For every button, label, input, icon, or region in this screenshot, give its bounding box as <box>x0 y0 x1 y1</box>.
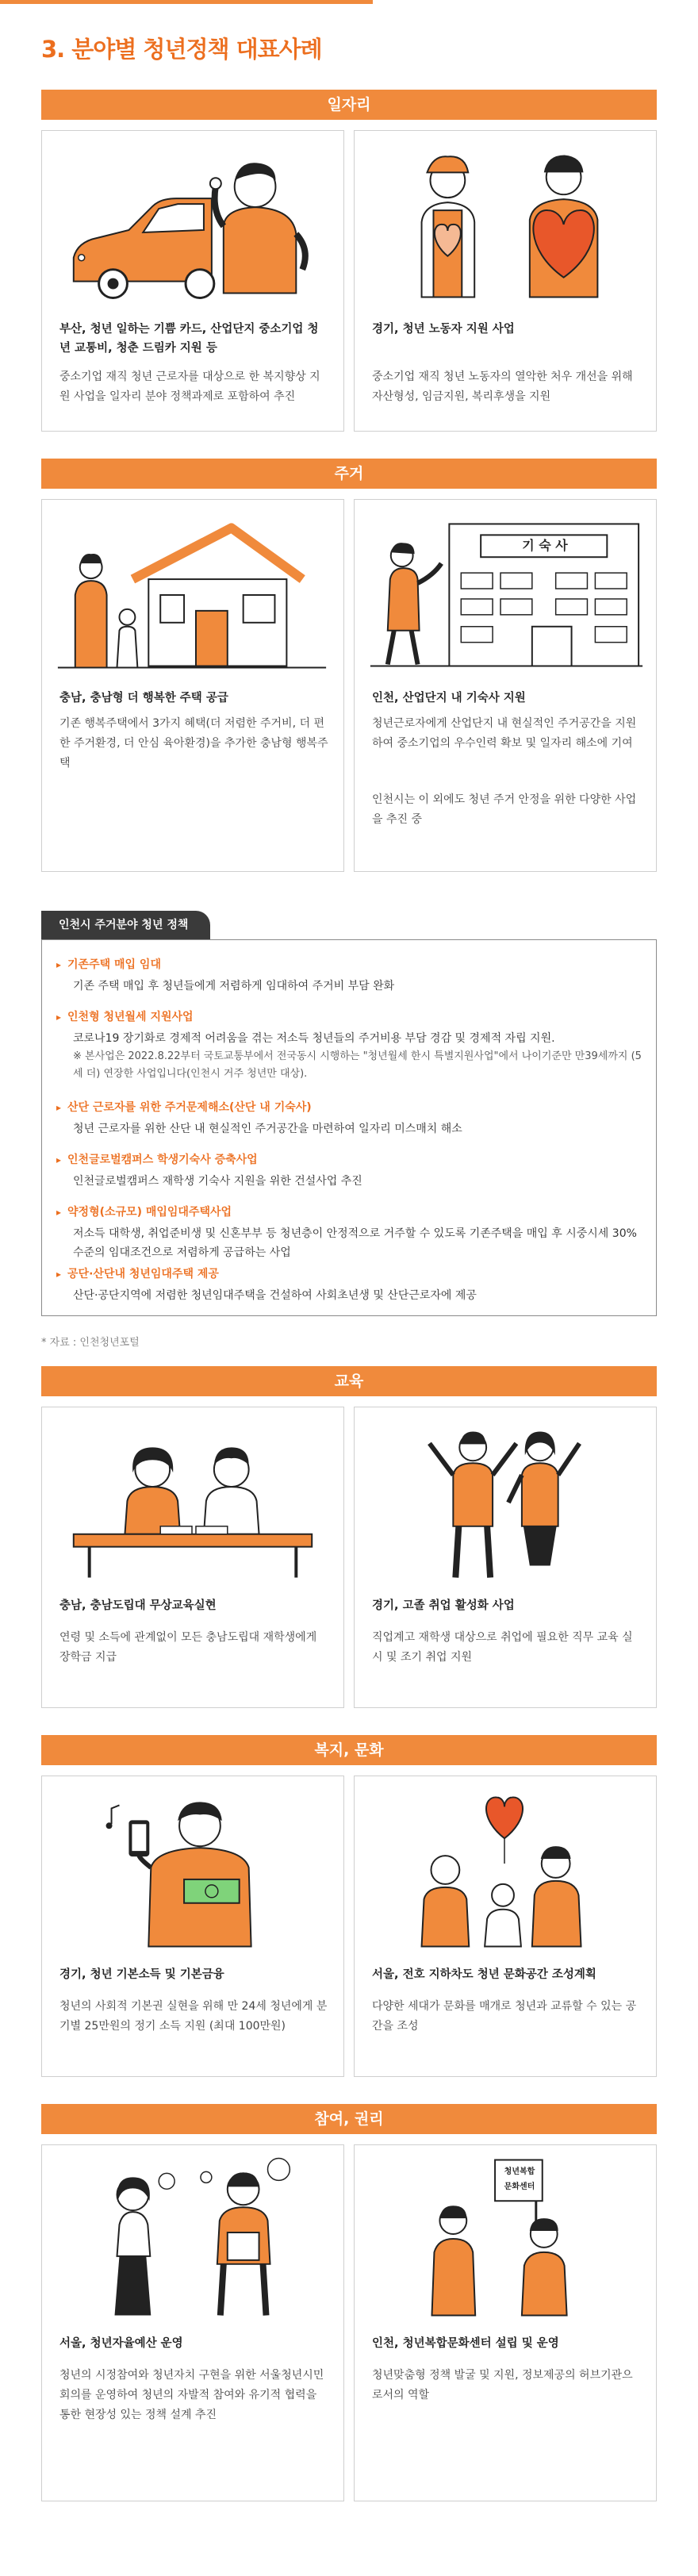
card-description: 청년맞춤형 정책 발굴 및 지원, 정보제공의 허브기관으로서의 역할 <box>372 2369 633 2401</box>
card-description: 다양한 세대가 문화를 매개로 청년과 교류할 수 있는 공간을 조성 <box>372 2000 637 2033</box>
sign-line-1: 청년복합 <box>504 2167 535 2176</box>
policy-item-title: ▸ 인천형 청년월세 지원사업 <box>56 1008 642 1026</box>
policy-item <box>56 1204 642 1262</box>
policy-item-title: ▸ 인천글로벌캠퍼스 학생기숙사 증축사업 <box>56 1151 642 1169</box>
policy-item-desc: 코로나19 장기화로 경제적 어려움을 겪는 저소득 청년들의 주거비용 부담 경감 및 경제적 자립 지원. <box>73 1032 555 1045</box>
card-part-seoul <box>41 2144 344 2501</box>
card-welfare-seoul <box>354 1776 657 2077</box>
section-bar-housing: 주거 <box>41 459 657 489</box>
workers-holding-hearts-illustration <box>355 131 656 313</box>
policy-item-desc: 산단·공단지역에 저렴한 청년임대주택을 건설하여 사회초년생 및 산단근로자에 제공 <box>73 1289 477 1302</box>
card-housing-incheon <box>354 499 657 872</box>
man-with-phone-money-illustration <box>42 1776 343 1959</box>
card-edu-chungnam <box>41 1407 344 1708</box>
card-title: 충남, 충남형 더 행복한 주택 공급 <box>59 692 228 704</box>
card-description-extra: 인천시는 이 외에도 청년 주거 안정을 위한 다양한 사업을 추진 중 <box>372 793 637 826</box>
policy-item <box>56 1099 642 1138</box>
top-accent-bar <box>0 0 373 4</box>
graduates-cheering-illustration <box>355 1407 656 1590</box>
policy-item <box>56 956 642 996</box>
card-part-incheon <box>354 2144 657 2501</box>
incheon-policy-tab: 인천시 주거분야 청년 정책 <box>41 911 210 939</box>
section-bar-education: 교육 <box>41 1366 657 1396</box>
section-bar-welfare: 복지, 문화 <box>41 1735 657 1765</box>
policy-item-desc: 인천글로벌캠퍼스 재학생 기숙사 지원을 위한 건설사업 추진 <box>73 1175 362 1188</box>
family-house-illustration <box>42 500 343 682</box>
policy-item <box>56 1151 642 1191</box>
cultural-center-sign <box>496 2164 543 2194</box>
card-jobs-gyeonggi <box>354 130 657 432</box>
section-bar-jobs: 일자리 <box>41 90 657 120</box>
policy-item-desc: 청년 근로자를 위한 산단 내 현실적인 주거공간을 마련하여 일자리 미스매치 해소 <box>73 1123 462 1135</box>
policy-item <box>56 1265 642 1305</box>
people-discussing-illustration <box>42 2145 343 2328</box>
source-note: * 자료 : 인천청년포털 <box>41 1337 140 1349</box>
policy-item-title: ▸ 기존주택 매입 임대 <box>56 956 642 973</box>
card-welfare-gyeonggi <box>41 1776 344 2077</box>
card-title: 경기, 청년 노동자 지원 사업 <box>372 323 515 336</box>
policy-item-desc: 기존 주택 매입 후 청년들에게 저렴하게 임대하여 주거비 부담 완화 <box>73 980 395 992</box>
section-bar-participation: 참여, 권리 <box>41 2104 657 2134</box>
page-title: 3. 분야별 청년정책 대표사례 <box>41 36 322 63</box>
policy-item-title: ▸ 산단 근로자를 위한 주거문제해소(산단 내 기숙사) <box>56 1099 642 1116</box>
dormitory-sign: 기 숙 사 <box>522 538 568 553</box>
card-description: 청년근로자에게 산업단지 내 현실적인 주거공간을 지원하여 중소기업의 우수인력 확보 및 일자리 해소에 기여 <box>372 717 637 750</box>
card-description: 중소기업 재직 청년 근로자를 대상으로 한 복지향상 지원 사업을 일자리 분야 정책과제로 포함하여 추진 <box>59 370 320 403</box>
sign-line-2: 문화센터 <box>504 2182 535 2191</box>
card-title: 서울, 청년자율예산 운영 <box>59 2337 183 2350</box>
card-description: 연령 및 소득에 관계없이 모든 충남도립대 재학생에게 장학금 지급 <box>59 1631 317 1664</box>
card-description: 기존 행복주택에서 3가지 혜택(더 저렴한 주거비, 더 편한 주거환경, 더 안심 육아환경)을 추가한 충남형 행복주택 <box>59 717 328 770</box>
policy-item-note: ※ 본사업은 2022.8.22부터 국토교통부에서 전국동시 시행하는 "청년월세 한시 특별지원사업"에서 나이기준만 만39세까지 (5세 더) 연장한 사업입니다(인천시 거주 청년만 대상). <box>73 1050 642 1080</box>
card-description: 청년의 사회적 기본권 실현을 위해 만 24세 청년에게 분기별 25만원의 정기 소득 지원 (최대 100만원) <box>59 2000 328 2033</box>
card-jobs-busan <box>41 130 344 432</box>
card-title: 부산, 청년 일하는 기쁨 카드, 산업단지 중소기업 청년 교통비, 청춘 드림카 지원 등 <box>59 323 319 355</box>
policy-item <box>56 1008 642 1083</box>
card-description: 청년의 시정참여와 청년자치 구현을 위한 서울청년시민회의를 운영하여 청년의 자발적 참여와 유기적 협력을 통한 현장성 있는 정책 설계 추진 <box>59 2369 324 2421</box>
car-and-man-illustration <box>42 131 343 313</box>
policy-item-desc: 저소득 대학생, 취업준비생 및 신혼부부 등 청년층이 안정적으로 거주할 수 있도록 기존주택을 매입 후 시중시세 30%수준의 임대조건으로 저렴하게 공급하는 사업 <box>73 1227 637 1259</box>
card-description: 중소기업 재직 청년 노동자의 열악한 처우 개선을 위해 자산형성, 임금지원, 복리후생을 지원 <box>372 370 633 403</box>
students-studying-illustration <box>42 1407 343 1590</box>
card-title: 경기, 고졸 취업 활성화 사업 <box>372 1599 515 1612</box>
policy-item-title: ▸ 공단·산단내 청년임대주택 제공 <box>56 1265 642 1283</box>
card-description: 직업계고 재학생 대상으로 취업에 필요한 직무 교육 실시 및 조기 취업 지원 <box>372 1631 633 1664</box>
card-title: 인천, 청년복합문화센터 설립 및 운영 <box>372 2337 559 2350</box>
card-title: 경기, 청년 기본소득 및 기본금융 <box>59 1968 224 1981</box>
card-housing-chungnam <box>41 499 344 872</box>
card-title: 충남, 충남도립대 무상교육실현 <box>59 1599 217 1612</box>
card-edu-gyeonggi <box>354 1407 657 1708</box>
policy-item-title: ▸ 약정형(소규모) 매입임대주택사업 <box>56 1204 642 1221</box>
card-title: 인천, 산업단지 내 기숙사 지원 <box>372 692 526 704</box>
dormitory-building-illustration <box>355 500 656 682</box>
card-title: 서울, 전호 지하차도 청년 문화공간 조성계획 <box>372 1968 596 1981</box>
people-with-heart-illustration <box>355 1776 656 1959</box>
incheon-policy-box <box>41 939 657 1316</box>
